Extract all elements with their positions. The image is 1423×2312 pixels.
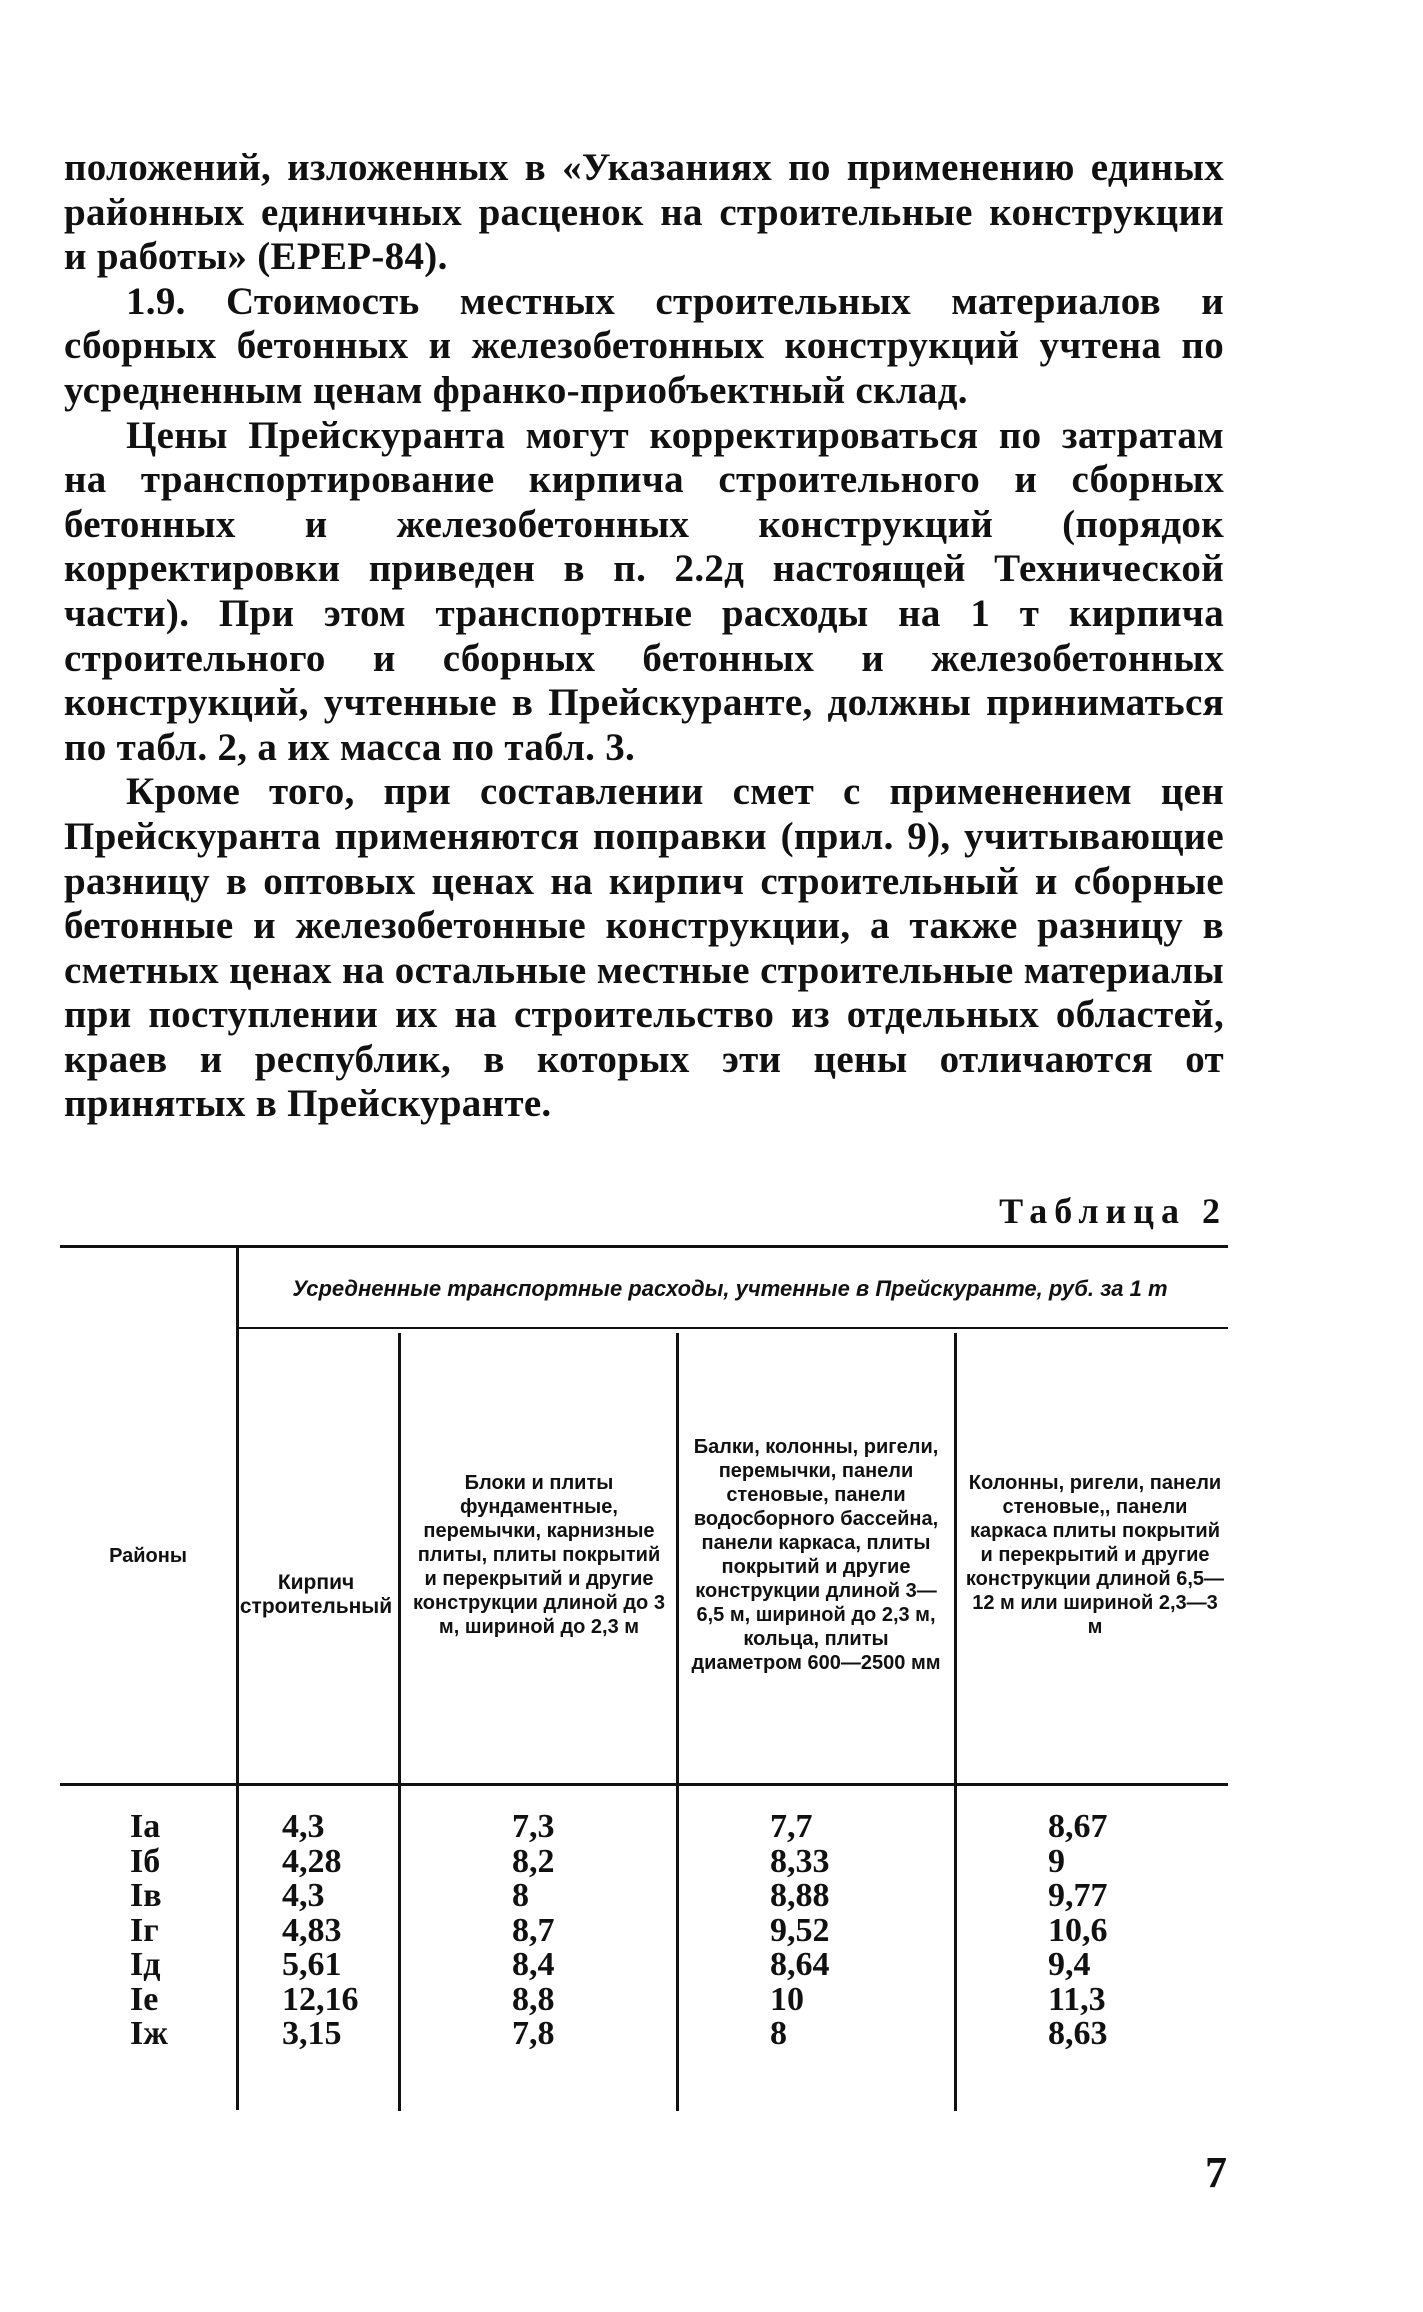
col-beams-values (770, 1810, 830, 2052)
paragraph-4: Кроме того, при составлении смет с применением цен Прейскуранта применяются поправки (прил. 9), учитывающие разницу в оптовых ценах на кирпич строительный и сборные бетонные и железобетонные конструкции, а также разницу в сметных ценах на остальные местные строительные материалы при поступлении их на строительство из отдельных областей, краев и республик, в которых эти цены отличаются от принятых в Прейскуранте. (64, 770, 1224, 1126)
value-cell: 7,7 (770, 1808, 813, 1845)
header-col-columns: Колонны, ригели, панели стеновые,, панели каркаса плиты покрытий и перекрытий и другие конструкции длиной 6,5—12 м или шириной 2,3—3 м (965, 1472, 1225, 1638)
value-cell: 8,4 (512, 1946, 555, 1983)
header-split-rule (236, 1327, 1228, 1329)
value-cell: 9,77 (1048, 1877, 1108, 1914)
col-divider-4 (954, 1333, 957, 2111)
col-blocks-values (512, 1810, 555, 2052)
table-caption: Таблица 2 (999, 1191, 1227, 1231)
col-divider-3 (676, 1333, 679, 2111)
header-col-blocks: Блоки и плиты фундаментные, перемычки, карнизные плиты, плиты покрытий и перекрытий и другие конструкции длиной до 3 м, шириной до 2,3 м (413, 1472, 665, 1638)
region-cell: Iд (130, 1946, 161, 1983)
paragraph-2: 1.9. Стоимость местных строительных материалов и сборных бетонных и железобетонных конструкций учтена по усредненным ценам франко-приобъектный склад. (64, 279, 1224, 412)
header-main: Усредненные транспортные расходы, учтенные в Прейскуранте, руб. за 1 т (292, 1276, 1168, 1301)
region-cell: Iе (130, 1980, 159, 2018)
region-cell: Iа (130, 1808, 161, 1845)
value-cell: 4,3 (282, 1877, 325, 1914)
header-regions: Районы (109, 1545, 187, 1567)
value-cell: 10 (770, 1980, 804, 2018)
value-cell: 10,6 (1048, 1911, 1108, 1949)
body-text (64, 146, 1224, 1127)
value-cell: 4,83 (282, 1911, 342, 1949)
value-cell: 7,8 (512, 2015, 555, 2052)
value-cell: 3,15 (282, 2015, 342, 2052)
col-brick-values (282, 1810, 359, 2052)
region-cell: Iж (130, 2015, 168, 2052)
value-cell: 7,3 (512, 1808, 555, 1845)
value-cell: 8,8 (512, 1980, 555, 2018)
region-cell: Iб (130, 1842, 161, 1880)
value-cell: 8,64 (770, 1946, 830, 1983)
value-cell: 8,33 (770, 1842, 830, 1880)
value-cell: 8,67 (1048, 1808, 1108, 1845)
value-cell: 9 (1048, 1842, 1065, 1880)
value-cell: 4,28 (282, 1842, 342, 1880)
value-cell: 11,3 (1048, 1980, 1106, 2018)
value-cell: 8,88 (770, 1877, 830, 1914)
region-cell: Iг (130, 1911, 159, 1949)
col-divider-2 (398, 1333, 401, 2111)
col-columns-values (1048, 1810, 1108, 2052)
value-cell: 9,4 (1048, 1946, 1091, 1983)
value-cell: 8,63 (1048, 2015, 1108, 2052)
value-cell: 5,61 (282, 1946, 342, 1983)
value-cell: 8,2 (512, 1842, 555, 1880)
paragraph-3: Цены Прейскуранта могут корректироваться по затратам на транспортирование кирпича строительного и сборных бетонных и железобетонных конструкций (порядок корректировки приведен в п. 2.2д настоящей Технической части). При этом транспортные расходы на 1 т кирпича строительного и сборных бетонных и железобетонных конструкций, учтенные в Прейскуранте, должны приниматься по табл. 2, а их масса по табл. 3. (64, 413, 1224, 769)
value-cell: 8 (770, 2015, 787, 2052)
value-cell: 8 (512, 1877, 529, 1914)
value-cell: 9,52 (770, 1911, 830, 1949)
header-col-beams: Балки, колонны, ригели, перемычки, панели стеновые, панели водосборного бассейна, панели каркаса, плиты покрытий и другие конструкции длиной 3—6,5 м, шириной до 2,3 м, кольца, плиты диаметром 600—2500 мм (691, 1436, 941, 1674)
page-number: 7 (1205, 2148, 1227, 2197)
col-regions (130, 1810, 168, 2052)
header-col-brick: Кирпич строительный (239, 1571, 393, 1618)
value-cell: 4,3 (282, 1808, 325, 1845)
region-cell: Iв (130, 1877, 162, 1914)
table-2 (60, 1245, 1228, 2115)
value-cell: 12,16 (282, 1980, 359, 2018)
value-cell: 8,7 (512, 1911, 555, 1949)
col-divider-1 (236, 1245, 239, 2110)
paragraph-1: положений, изложенных в «Указаниях по применению единых районных единичных расценок на строительные конструкции и работы» (ЕРЕР-84). (64, 146, 1224, 279)
